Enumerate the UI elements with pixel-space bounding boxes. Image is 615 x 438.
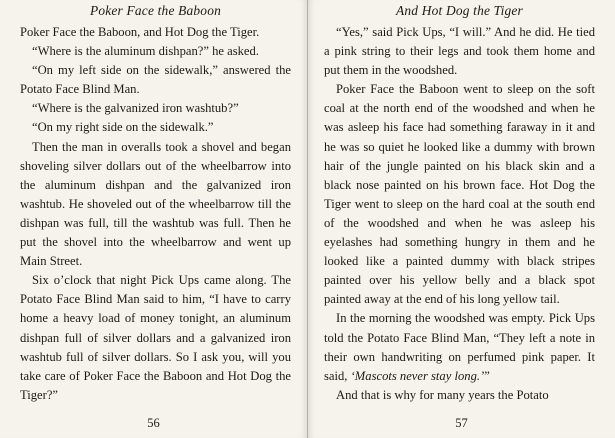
paragraph: And that is why for many years the Potato — [336, 387, 549, 402]
paragraph: “On my left side on the sidewalk,” answered the Potato Face Blind Man. — [20, 63, 291, 97]
page-number-right: 57 — [455, 416, 468, 430]
note-text: Mascots never stay long. — [354, 368, 481, 383]
page-number-left: 56 — [147, 416, 160, 430]
closing-quote: ” — [484, 368, 490, 383]
paragraph: “Yes,” said Pick Ups, “I will.” And he did. He tied a pink string to their legs and took them home and put them in the woodshed. — [324, 25, 595, 78]
paragraph-text: In the morning the woodshed was empty. Pick Ups told the Potato Face Blind Man, “They left a note in their own handwriting on perfumed pink paper. It said, — [324, 311, 595, 383]
paragraph: Poker Face the Baboon, and Hot Dog the Tiger. — [20, 25, 260, 39]
note-quote: ‘Mascots never stay long.’ — [350, 368, 485, 383]
paragraph: “On my right side on the sidewalk.” — [32, 120, 214, 135]
right-page-body — [324, 23, 595, 405]
paragraph: “Where is the aluminum dishpan?” he asked. — [32, 44, 259, 59]
paragraph: Six o’clock that night Pick Ups came along. The Potato Face Blind Man said to him, “I have to carry home a heavy load of money tonight, an aluminum dishpan full of silver dollars and a galvanized iron washtub full of silver dollars. So I ask you, will you take care of Poker Face the Baboon and Hot Dog the Tiger?” — [20, 273, 291, 402]
paragraph — [324, 309, 595, 385]
left-page — [0, 0, 307, 438]
running-head-left: Poker Face the Baboon — [90, 3, 221, 18]
running-head-right: And Hot Dog the Tiger — [396, 3, 523, 18]
paragraph: Poker Face the Baboon went to sleep on the soft coal at the north end of the woodshed and when he was asleep his face had something faraway in it and he was so quiet he looked like a dummy with brown hair of the jungle painted on his black skin and a black nose painted on his brown face. Hot Dog the Tiger went to sleep on the hard coal at the south end of the woodshed and when he was asleep his eyelashes had something hungry in them and he looked like a painted dummy with black stripes painted over his yellow belly and a black spot painted away at the end of his long yellow tail. — [324, 82, 595, 307]
paragraph: Then the man in overalls took a shovel and began shoveling silver dollars out of the wheelbarrow into the aluminum dishpan and the galvanized iron washtub. He shoveled out of the wheelbarrow till the dishpan was full, till the washtub was full. Then he put the shovel into the wheelbarrow and went up Main Street. — [20, 139, 291, 269]
right-page — [308, 0, 615, 438]
paragraph: “Where is the galvanized iron washtub?” — [32, 101, 239, 116]
left-page-body — [20, 23, 291, 405]
